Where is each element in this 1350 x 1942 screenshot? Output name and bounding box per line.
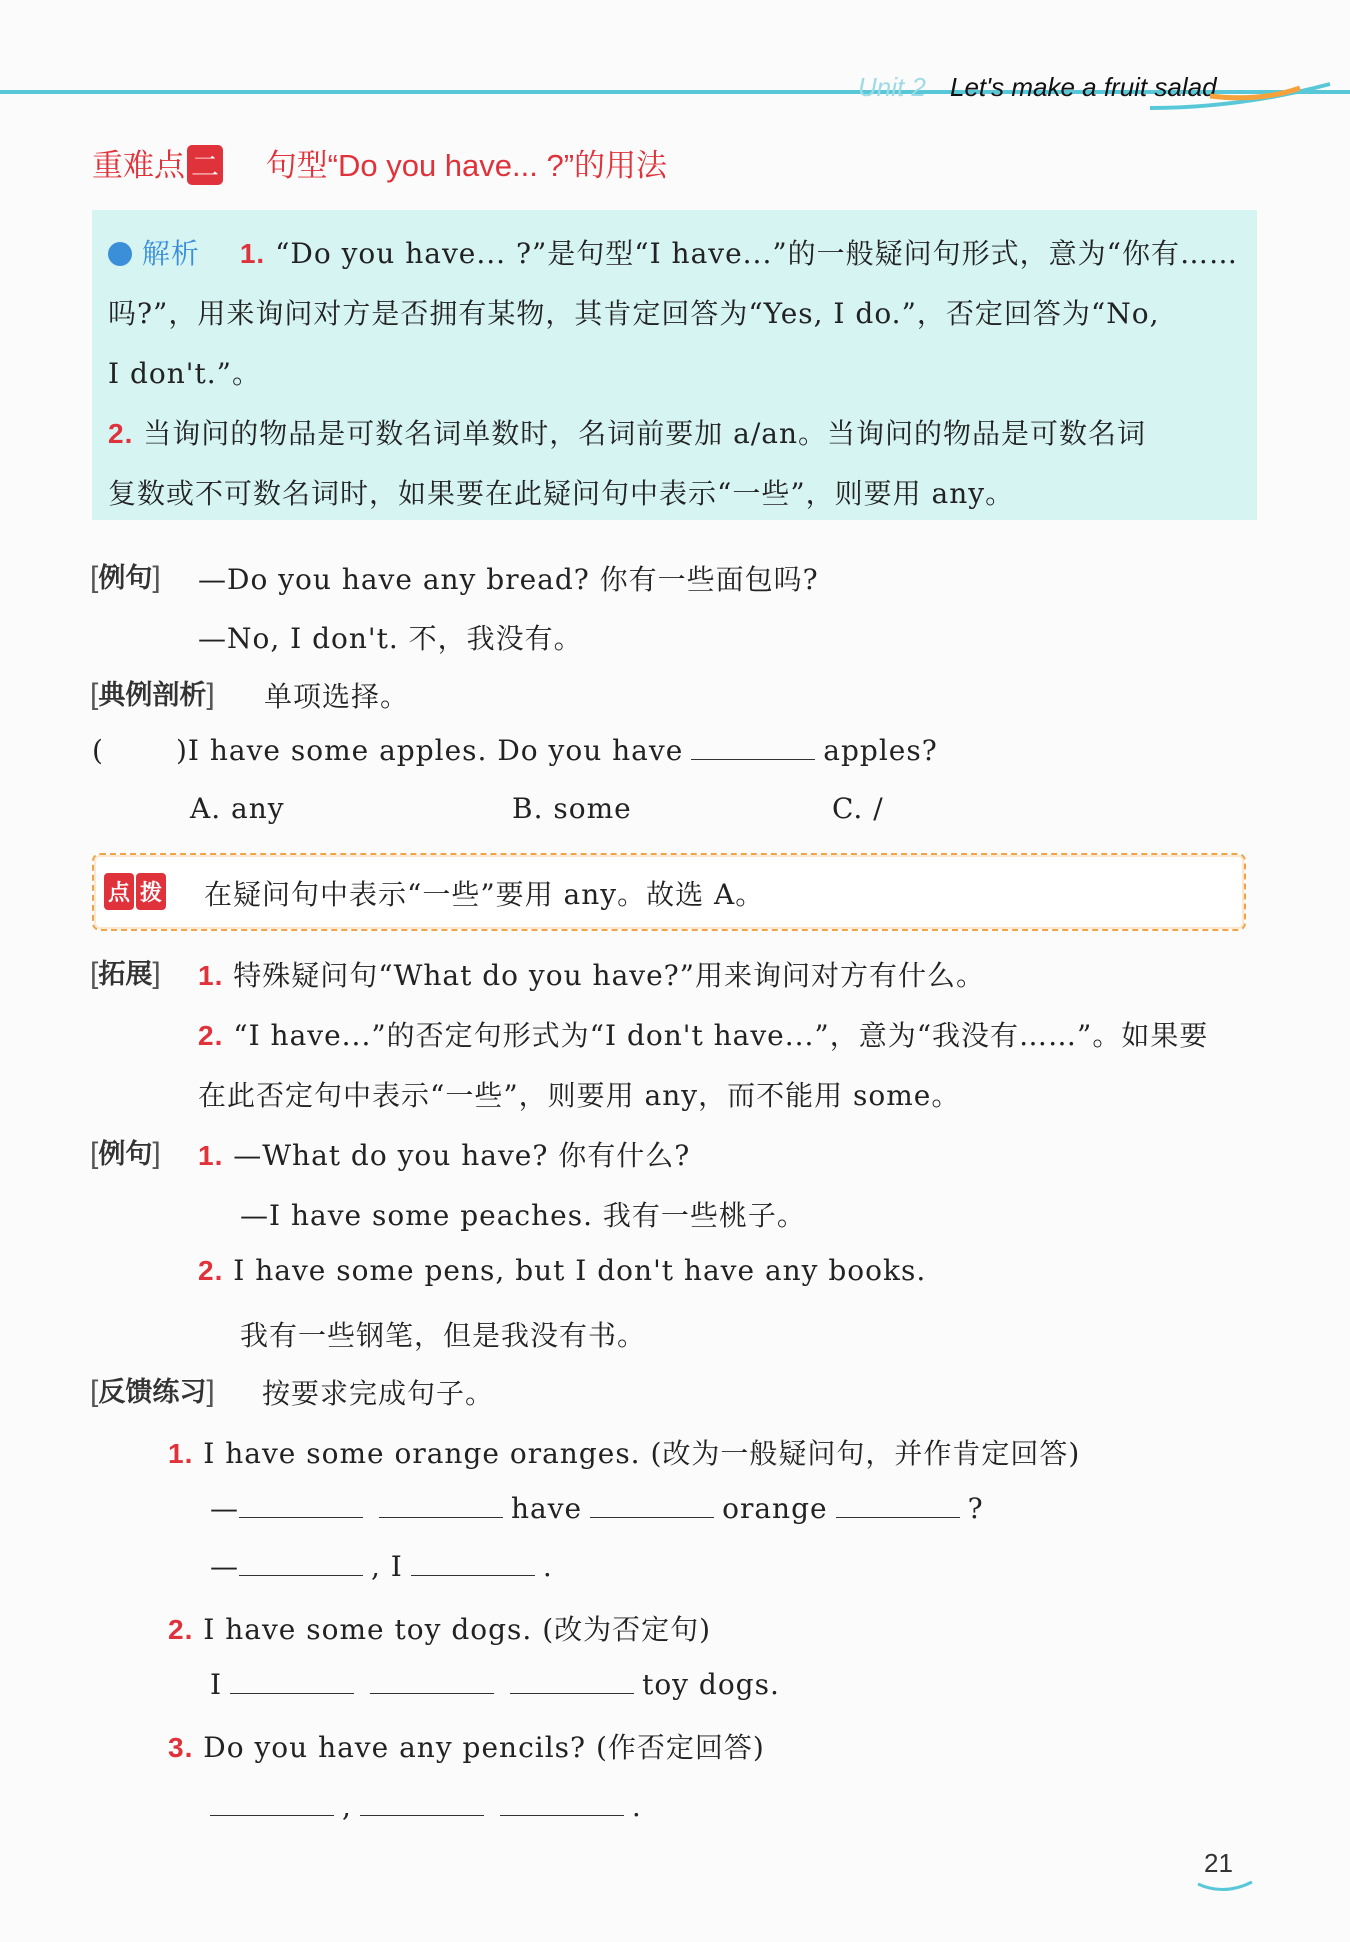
- example-2-item-1-answer: —I have some peaches. 我有一些桃子。: [240, 1199, 806, 1232]
- key-icon: [108, 242, 132, 266]
- answer-blank[interactable]: [370, 1673, 494, 1694]
- answer-blank[interactable]: [360, 1795, 484, 1816]
- typical-question-text-b: apples?: [823, 734, 938, 767]
- section-number-badge: 二: [187, 145, 223, 185]
- header-unit: Unit 2: [858, 72, 926, 102]
- example-2-item-1: 1. —What do you have? 你有什么?: [198, 1139, 691, 1172]
- analysis-text-1: “Do you have... ?”是句型“I have...”的一般疑问句形式，意为“你有……: [275, 237, 1238, 270]
- practice-instruction: 按要求完成句子。: [262, 1377, 495, 1410]
- practice-q1-answer-line-1: — have orange ?: [210, 1492, 984, 1525]
- answer-blank[interactable]: [836, 1497, 960, 1518]
- typical-question-text-a: I have some apples. Do you have: [187, 734, 684, 767]
- typical-label: [典例剖析]: [90, 678, 215, 711]
- section-heading: [92, 140, 667, 185]
- practice-q1-answer-line-2: — , I .: [210, 1550, 553, 1583]
- extension-label: [拓展]: [90, 957, 161, 990]
- tip-label: 点 拨: [104, 873, 168, 910]
- example-label: [例句]: [90, 561, 161, 594]
- example-1-line-2: —No, I don't. 不，我没有。: [198, 622, 583, 655]
- analysis-line-2: 吗?”，用来询问对方是否拥有某物，其肯定回答为“Yes, I do.”，否定回答为“No,: [108, 297, 1160, 330]
- analysis-line-1: [108, 232, 1238, 272]
- answer-blank[interactable]: [411, 1555, 535, 1576]
- analysis-num-2: 2.: [108, 418, 134, 449]
- header-title: Let's make a fruit salad: [950, 72, 1217, 102]
- practice-q2-answer: I toy dogs.: [210, 1668, 780, 1701]
- practice-q3-answer: , .: [210, 1790, 642, 1823]
- analysis-line-4: [108, 412, 1146, 452]
- answer-blank[interactable]: [230, 1673, 354, 1694]
- example-2-label: [例句]: [90, 1137, 161, 1170]
- answer-blank[interactable]: [239, 1555, 363, 1576]
- answer-blank[interactable]: [510, 1673, 634, 1694]
- answer-blank[interactable]: [239, 1497, 363, 1518]
- example-1-line-1: —Do you have any bread? 你有一些面包吗?: [198, 563, 819, 596]
- analysis-line-5: 复数或不可数名词时，如果要在此疑问句中表示“一些”，则要用 any。: [108, 477, 1015, 510]
- answer-blank[interactable]: [590, 1497, 714, 1518]
- analysis-label: 解析: [141, 238, 200, 269]
- section-label: 重难点: [92, 148, 185, 183]
- extension-1: 1. 特殊疑问句“What do you have?”用来询问对方有什么。: [198, 959, 985, 992]
- option-a: A. any: [190, 792, 285, 825]
- practice-q2: 2. I have some toy dogs. (改为否定句): [168, 1613, 712, 1646]
- analysis-line-3: I don't.”。: [108, 357, 261, 390]
- practice-q1: 1. I have some orange oranges. (改为一般疑问句，并作肯定回答): [168, 1437, 1081, 1470]
- extension-2: 2. “I have...”的否定句形式为“I don't have...”，意为“我没有……”。如果要: [198, 1019, 1209, 1052]
- option-c: C. /: [832, 792, 884, 825]
- answer-blank[interactable]: [500, 1795, 624, 1816]
- answer-blank[interactable]: [379, 1497, 503, 1518]
- typical-question: ( )I have some apples. Do you have apples?: [92, 734, 938, 767]
- tip-box: [92, 853, 1246, 931]
- header-swoosh-icon: [1150, 78, 1350, 118]
- practice-label: [反馈练习]: [90, 1375, 215, 1408]
- example-2-item-2-translation: 我有一些钢笔，但是我没有书。: [240, 1319, 647, 1352]
- extension-2-line-2: 在此否定句中表示“一些”，则要用 any，而不能用 some。: [198, 1079, 961, 1112]
- option-b: B. some: [512, 792, 632, 825]
- page-number-swoosh-icon: [1196, 1878, 1256, 1898]
- answer-blank[interactable]: [691, 739, 815, 760]
- analysis-num-1: 1.: [239, 238, 266, 269]
- section-title: 句型“Do you have... ?”的用法: [265, 148, 668, 183]
- answer-blank[interactable]: [210, 1795, 334, 1816]
- tip-text: 在疑问句中表示“一些”要用 any。故选 A。: [204, 878, 765, 911]
- practice-q3: 3. Do you have any pencils? (作否定回答): [168, 1731, 765, 1764]
- example-2-item-2: 2. I have some pens, but I don't have any books.: [198, 1254, 927, 1287]
- page-number: 21: [1204, 1848, 1233, 1878]
- typical-instruction: 单项选择。: [264, 680, 410, 713]
- analysis-text-2: 当询问的物品是可数名词单数时，名词前要加 a/an。当询问的物品是可数名词: [143, 417, 1147, 450]
